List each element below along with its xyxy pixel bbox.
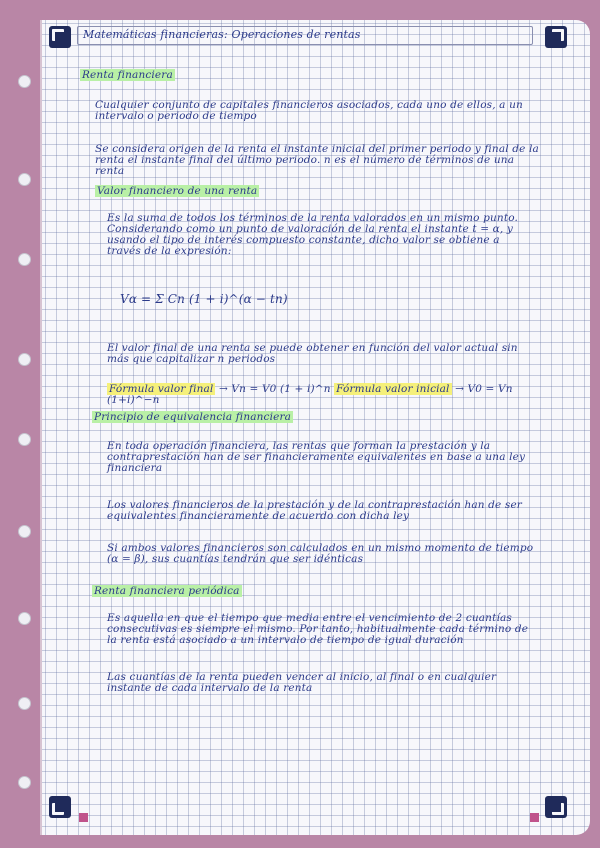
formula-row	[107, 384, 557, 406]
binder-hole	[18, 433, 31, 446]
binder-hole	[18, 353, 31, 366]
periodica-p2: Las cuantías de la renta pueden vencer al inicio, al final o en cualquier instante de cada intervalo de la renta	[107, 671, 497, 694]
heading-text: Valor financiero de una renta	[97, 185, 258, 197]
binder-hole	[18, 697, 31, 710]
final-formula-label: Fórmula valor final	[109, 383, 214, 395]
binder-hole	[18, 75, 31, 88]
corner-mark-icon	[545, 796, 567, 818]
valor-formula: Vα = Σ Cn (1 + i)^(α − tn)	[120, 292, 288, 306]
final-formula-expr: → Vn = V0 (1 + i)^n	[218, 383, 331, 395]
heading-text: Renta financiera periódica	[94, 585, 240, 597]
heading-renta-periodica	[92, 586, 242, 597]
valor-final-text: El valor final de una renta se puede obtener en función del valor actual sin más que capitalizar n periodos	[107, 342, 518, 365]
equivalencia-p2: Los valores financieros de la prestación y de la contraprestación han de ser equivalentes financieramente de acuerdo con dicha ley	[107, 499, 522, 522]
renta-definition: Cualquier conjunto de capitales financieros asociados, cada uno de ellos, a un intervalo o periodo de tiempo	[95, 99, 523, 122]
binder-hole	[18, 525, 31, 538]
binder-hole	[18, 612, 31, 625]
binder-hole	[18, 173, 31, 186]
periodica-p1: Es aquella en que el tiempo que media entre el vencimiento de 2 cuantías consecutivas es siempre el mismo. Por tanto, habitualmente cada término de la renta está asociado a un intervalo de tiempo de igual duración	[107, 612, 529, 646]
renta-origin-text: Se considera origen de la renta el instante inicial del primer periodo y final de la renta el instante final del último periodo. n es el número de términos de una renta	[95, 143, 539, 177]
initial-formula-label: Fórmula valor inicial	[336, 383, 450, 395]
binder-hole	[18, 253, 31, 266]
corner-mark-icon	[49, 26, 71, 48]
valor-definition: Es la suma de todos los términos de la renta valorados en un mismo punto. Considerando como un punto de valoración de la renta el instante t = α, y usando el tipo de interés compuesto constante, dicho valor se obtiene a través de la expresión:	[107, 212, 518, 257]
heading-text: Principio de equivalencia financiera	[94, 411, 292, 423]
heading-renta-financiera	[80, 70, 175, 81]
equivalencia-p1: En toda operación financiera, las rentas que forman la prestación y la contraprestación han de ser financieramente equivalentes en base a una ley financiera	[107, 440, 526, 474]
heading-valor-financiero	[95, 186, 259, 197]
page-title: Matemáticas financieras: Operaciones de rentas	[83, 28, 361, 41]
corner-mark-icon	[545, 26, 567, 48]
corner-dot-icon	[530, 813, 539, 822]
binder-hole	[18, 776, 31, 789]
heading-text: Renta financiera	[82, 69, 173, 81]
corner-dot-icon	[79, 813, 88, 822]
heading-equivalencia	[92, 412, 293, 423]
corner-mark-icon	[49, 796, 71, 818]
equivalencia-p3: Si ambos valores financieros son calculados en un mismo momento de tiempo (α = β), sus cuantías tendrán que ser idénticas	[107, 542, 534, 565]
initial-formula-expr: → V0 = Vn (1+i)^−n	[107, 383, 513, 406]
